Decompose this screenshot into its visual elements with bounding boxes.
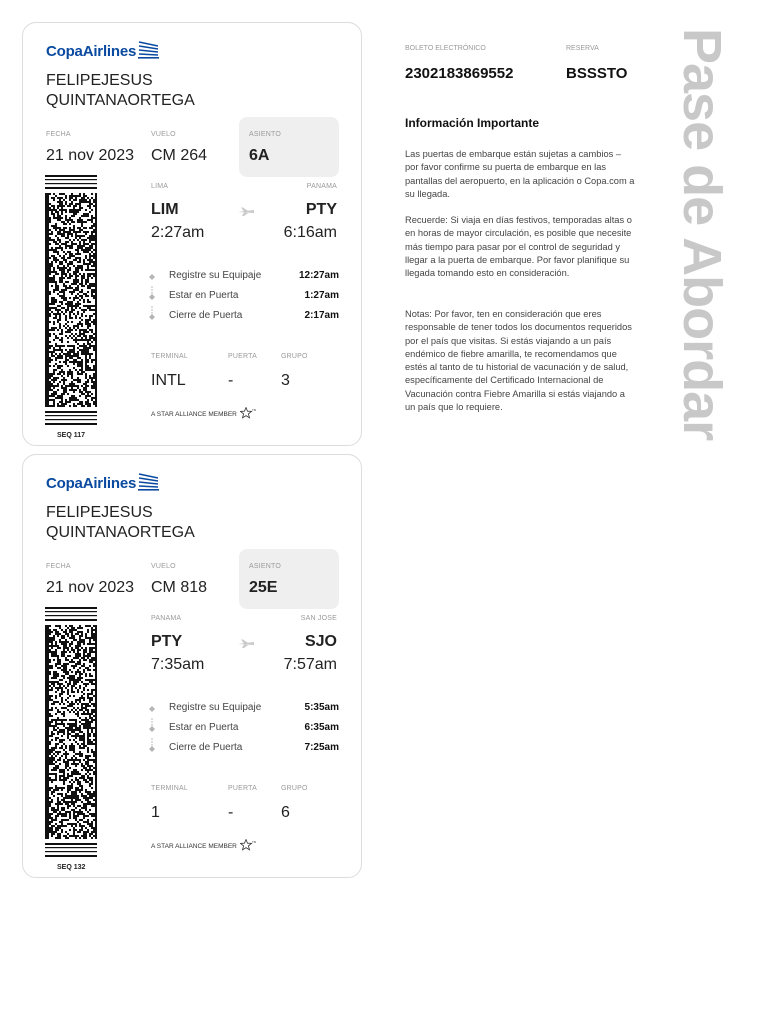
timeline-step-time: 6:35am — [304, 722, 339, 733]
flight-number: CM 264 — [151, 147, 208, 164]
info-paragraph-reminder: Recuerde: Si viaja en días festivos, temporadas altas o en horas de mayor circulación, es posible que necesite más tiempo para pasar por el control de seguridad y llegar a la puerta de embarque. Por favor planifique su llegada tomando esto en consideración. — [405, 215, 632, 279]
logo-copa: Copa — [46, 43, 83, 60]
copa-logo-icon — [138, 471, 160, 496]
gate-value: - — [228, 804, 234, 821]
timeline-step-label: Estar en Puerta — [169, 290, 239, 301]
plane-icon — [237, 636, 255, 646]
boarding-pass-card — [22, 454, 362, 878]
seat-number: 6A — [249, 147, 270, 164]
passenger-name — [46, 71, 195, 111]
timeline-row-at-gate — [149, 722, 339, 736]
barcode — [45, 607, 97, 859]
group-label: GRUPO — [281, 353, 308, 360]
logo-airlines: Airlines — [82, 43, 137, 60]
logo-copa: Copa — [46, 475, 83, 492]
copa-logo-text — [46, 43, 136, 60]
flight-date: 21 nov 2023 — [46, 147, 135, 164]
copa-logo — [46, 39, 160, 64]
timeline-row-checkin — [149, 702, 339, 716]
info-title: Información Importante — [405, 116, 540, 130]
timeline-step-label: Registre su Equipaje — [169, 270, 262, 281]
flight-number: CM 818 — [151, 579, 208, 596]
info-paragraph-notes: Notas: Por favor, ten en consideración que eres responsable de tener todos los documentos requeridos por el país que visitas. Si estás viajando a un país endémico de fiebre amarilla, te recomendamos que estés al tanto de tu historial de vacunación y de salud, específicamente del Certificado Internacional de Vacunación contra Fiebre Amarilla si estás viajando a un país que lo requiere. — [405, 309, 632, 413]
arrival-time: 6:16am — [283, 224, 337, 241]
seat-label: ASIENTO — [249, 563, 282, 570]
terminal-value: INTL — [151, 372, 186, 389]
passenger-name-line2: QUINTANAORTEGA — [46, 92, 195, 109]
star-alliance-icon — [237, 839, 256, 853]
timeline-row-gate-close — [149, 310, 339, 324]
destination-code: PTY — [305, 201, 337, 218]
side-title-text: Pase de Abordar — [672, 28, 732, 441]
copa-logo-text — [46, 475, 136, 492]
flight-label: VUELO — [151, 131, 176, 138]
timeline-connector-icon — [151, 733, 153, 741]
booking-label: RESERVA — [566, 45, 599, 52]
destination-code: SJO — [304, 633, 337, 650]
flight-date: 21 nov 2023 — [46, 579, 135, 596]
timeline-dot-icon — [149, 704, 155, 710]
plane-icon — [237, 204, 255, 214]
passenger-name — [46, 503, 195, 543]
origin-city: LIMA — [151, 183, 169, 190]
timeline-connector-icon — [151, 281, 153, 289]
star-alliance-icon — [237, 407, 256, 421]
timeline-step-time: 5:35am — [304, 702, 339, 713]
terminal-value: 1 — [151, 804, 160, 821]
svg-text:TM: TM — [251, 840, 256, 844]
info-paragraph-gates: Las puertas de embarque están sujetas a cambios – por favor confirme su puerta de embarque en las pantallas del aeropuerto, en la aplicación o Copa.com a su llegada. — [405, 149, 635, 199]
timeline-step-label: Cierre de Puerta — [169, 310, 243, 321]
timeline-dot-icon — [149, 744, 155, 750]
timeline-row-checkin — [149, 270, 339, 284]
gate-label: PUERTA — [228, 785, 257, 792]
origin-code: LIM — [151, 201, 179, 218]
departure-time: 7:35am — [151, 656, 205, 673]
star-alliance-badge — [151, 407, 256, 421]
group-label: GRUPO — [281, 785, 308, 792]
side-title — [672, 28, 732, 524]
timeline-connector-icon — [151, 713, 153, 721]
timeline-dot-icon — [149, 724, 155, 730]
timeline-step-label: Registre su Equipaje — [169, 702, 262, 713]
date-label: FECHA — [46, 131, 71, 138]
departure-time: 2:27am — [151, 224, 205, 241]
arrival-time: 7:57am — [283, 656, 337, 673]
sequence-number: SEQ 132 — [57, 864, 86, 871]
svg-text:TM: TM — [251, 408, 256, 412]
passenger-name-line1: FELIPEJESUS — [46, 72, 153, 89]
copa-logo — [46, 471, 160, 496]
gate-value: - — [228, 372, 234, 389]
star-alliance-text: A STAR ALLIANCE MEMBER — [151, 410, 237, 418]
copa-logo-icon — [138, 39, 160, 64]
passenger-name-line1: FELIPEJESUS — [46, 504, 153, 521]
star-alliance-badge — [151, 839, 256, 853]
timeline-connector-icon — [151, 301, 153, 309]
boarding-pass-card — [22, 22, 362, 446]
timeline-dot-icon — [149, 292, 155, 298]
ticket-number: 2302183869552 — [405, 65, 514, 82]
logo-airlines: Airlines — [82, 475, 137, 492]
timeline-step-time: 1:27am — [304, 290, 339, 301]
passenger-name-line2: QUINTANAORTEGA — [46, 524, 195, 541]
star-alliance-text: A STAR ALLIANCE MEMBER — [151, 842, 237, 850]
timeline-dot-icon — [149, 312, 155, 318]
booking-code: BSSSTO — [566, 65, 628, 82]
timeline-step-time: 12:27am — [298, 270, 339, 281]
timeline-row-at-gate — [149, 290, 339, 304]
origin-city: PANAMA — [151, 615, 182, 622]
seat-label: ASIENTO — [249, 131, 282, 138]
timeline-step-time: 7:25am — [304, 742, 339, 753]
timeline-step-time: 2:17am — [304, 310, 339, 321]
group-value: 3 — [281, 372, 290, 389]
timeline-step-label: Cierre de Puerta — [169, 742, 243, 753]
flight-label: VUELO — [151, 563, 176, 570]
seat-number: 25E — [249, 579, 278, 596]
timeline-row-gate-close — [149, 742, 339, 756]
origin-code: PTY — [151, 633, 183, 650]
barcode — [45, 175, 97, 427]
group-value: 6 — [281, 804, 290, 821]
destination-city: PANAMA — [306, 183, 337, 190]
gate-label: PUERTA — [228, 353, 257, 360]
destination-city: SAN JOSE — [300, 615, 337, 622]
ticket-label: BOLETO ELECTRÓNICO — [405, 45, 486, 52]
sequence-number: SEQ 117 — [57, 432, 86, 439]
timeline-step-label: Estar en Puerta — [169, 722, 239, 733]
terminal-label: TERMINAL — [151, 785, 188, 792]
timeline-dot-icon — [149, 272, 155, 278]
terminal-label: TERMINAL — [151, 353, 188, 360]
date-label: FECHA — [46, 563, 71, 570]
